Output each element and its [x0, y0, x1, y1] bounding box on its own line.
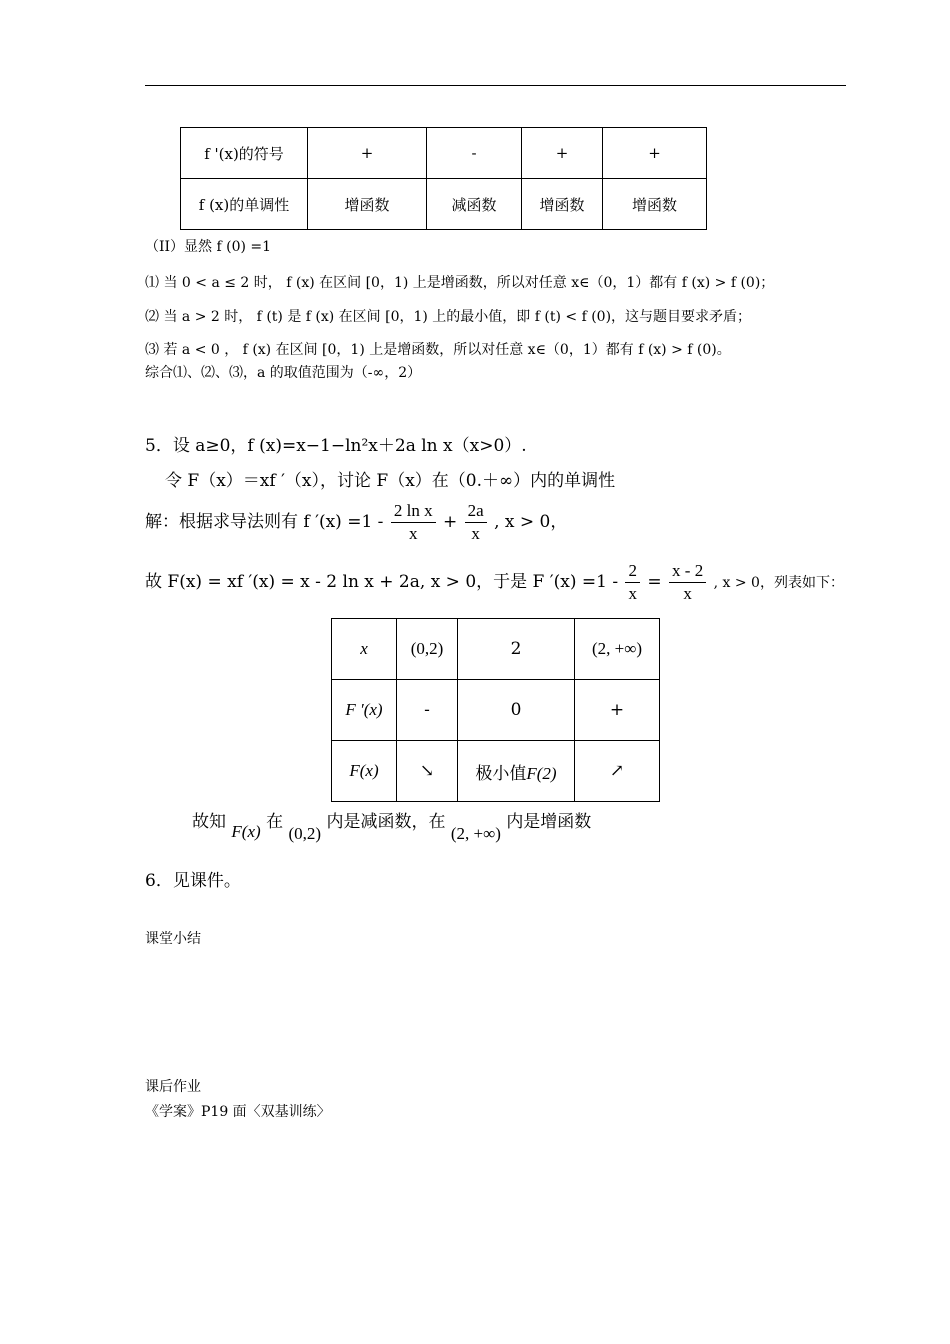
table-cell: -	[397, 680, 458, 741]
part2-summary: 综合⑴、⑵、⑶，a 的取值范围为（-∞，2）	[145, 365, 422, 381]
conclusion-interval: (2, +∞)	[450, 824, 501, 843]
conclusion-text: 故知	[192, 812, 226, 832]
fraction	[625, 560, 640, 605]
equals-sign: =	[647, 572, 662, 592]
fraction	[391, 500, 436, 545]
numerator: 2a	[465, 500, 487, 523]
table-header-cell: F ′(x)	[332, 680, 397, 741]
conclusion-text: 在	[266, 812, 284, 832]
q5-conclusion	[192, 807, 592, 843]
fraction	[669, 560, 706, 605]
monotonicity-table	[180, 127, 707, 230]
table-header-cell: x	[332, 619, 397, 680]
line2-prefix: 故 F(x) = xf ′(x) = x - 2 ln x + 2a, x > 0，于是 F ′(x) =1 -	[145, 572, 619, 592]
homework-heading: 课后作业	[145, 1079, 201, 1095]
table-cell: +	[522, 128, 603, 179]
sol-suffix: , x > 0，	[494, 512, 568, 532]
table-header-cell: F(x)	[332, 741, 397, 802]
conclusion-text: 内是减函数，在	[326, 812, 446, 832]
table-cell: 增函数	[603, 179, 707, 230]
table-cell: +	[575, 680, 660, 741]
q5-title: 5．设 a≥0，f (x)=x−1−ln²x＋2a ln x（x>0）.	[145, 436, 527, 456]
table-cell: -	[427, 128, 522, 179]
table-cell: 0	[458, 680, 575, 741]
table-cell: 减函数	[427, 179, 522, 230]
table-cell: +	[308, 128, 427, 179]
denominator: x	[408, 524, 418, 543]
part2-case1: ⑴ 当 0 < a ≤ 2 时， f (x) 在区间 [0，1) 上是增函数，所以对任意 x∈（0，1）都有 f (x) > f (0)；	[145, 275, 775, 291]
q5-solution-line2	[145, 560, 844, 605]
part2-intro: （II）显然 f (0) =1	[145, 239, 272, 255]
table-header-cell: f '(x)的符号	[181, 128, 308, 179]
table-cell: ↗	[575, 741, 660, 802]
numerator: 2	[625, 560, 640, 583]
conclusion-text: 内是增函数	[506, 812, 592, 832]
conclusion-expr: F(x)	[231, 822, 261, 841]
plus-sign: +	[442, 512, 458, 532]
denominator: x	[471, 524, 480, 543]
denominator: x	[683, 584, 692, 603]
part2-case3: ⑶ 若 a < 0 ， f (x) 在区间 [0，1) 上是增函数，所以对任意 x∈（0，1）都有 f (x) > f (0)。	[145, 342, 731, 358]
line2-suffix: , x > 0，列表如下：	[713, 575, 844, 591]
table-cell: ↘	[397, 741, 458, 802]
table-cell: (0,2)	[397, 619, 458, 680]
q5-solution-line1	[145, 500, 567, 545]
sol-prefix: 解：根据求导法则有 f ′(x) =1 -	[145, 512, 384, 532]
table-cell: 2	[458, 619, 575, 680]
part2-case2: ⑵ 当 a > 2 时， f (t) 是 f (x) 在区间 [0，1) 上的最小值，即 f (t) < f (0)，这与题目要求矛盾；	[145, 309, 752, 325]
q6: 6．见课件。	[145, 871, 241, 891]
q5-task: 令 F（x）＝xf ′（x），讨论 F（x）在（0.＋∞）内的单调性	[165, 471, 616, 491]
summary-heading: 课堂小结	[145, 931, 201, 947]
table-cell: 增函数	[308, 179, 427, 230]
table-cell: (2, +∞)	[575, 619, 660, 680]
table-header-cell: f (x)的单调性	[181, 179, 308, 230]
sign-table	[331, 618, 660, 802]
table-row	[332, 680, 660, 741]
header-rule	[145, 85, 846, 86]
min-value-label: 极小值	[475, 763, 527, 784]
table-row	[181, 128, 707, 179]
conclusion-interval: (0,2)	[288, 824, 322, 843]
table-cell: +	[603, 128, 707, 179]
table-row	[332, 741, 660, 802]
numerator: x - 2	[669, 560, 706, 583]
homework-text: 《学案》P19 面〈双基训练〉	[145, 1104, 331, 1120]
min-value-expr: F(2)	[526, 763, 557, 783]
table-cell: 增函数	[522, 179, 603, 230]
denominator: x	[628, 584, 637, 603]
table-row	[181, 179, 707, 230]
numerator: 2 ln x	[391, 500, 436, 523]
table-cell	[458, 741, 575, 802]
table-row	[332, 619, 660, 680]
fraction	[465, 500, 487, 545]
